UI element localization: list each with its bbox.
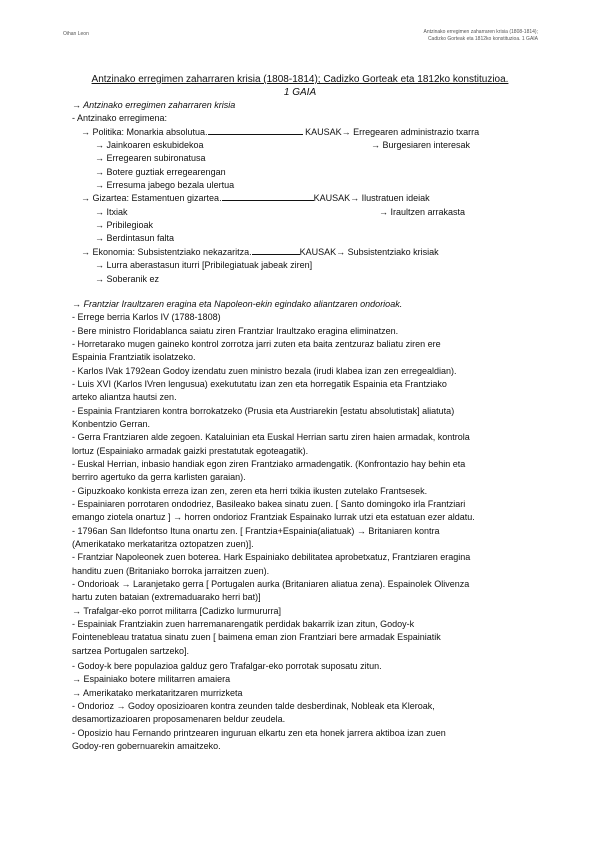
body-line: - Gipuzkoako konkista erreza izan zen, zeren eta herri txikia ikusten zutelako Frantsesek. [72, 486, 428, 496]
header-author: Oihan Leon [63, 31, 89, 37]
header-right-line1: Antzinako erregimen zaharraren krisia (1808-1814); [423, 29, 538, 35]
body-line: Godoy-ren gobernuarekin amaitzeko. [72, 741, 221, 751]
body-line: - Luis XVI (Karlos IVren lengusua) exekututatu izan zen eta horregatik Espainia eta Frantziako [72, 379, 447, 389]
politika-kausak: KAUSAK→ Erregearen administrazio txarra [305, 127, 480, 137]
body-line: Espainia Frantziatik isolatzeko. [72, 352, 196, 362]
fill-blank [252, 246, 300, 255]
body-line: Konbentzio Gerran. [72, 419, 151, 429]
fill-blank [208, 126, 303, 135]
soberanik-item: → Soberanik ez [95, 274, 160, 284]
body-line: handitu zuen (Britaniako borroka jarraitzen zuen). [72, 566, 270, 576]
body-line: - Bere ministro Floridablanca saiatu ziren Frantziar Iraultzako eragina eliminatzen. [72, 326, 399, 336]
body-line: - Frantziar Napoleonek zuen boterea. Hark Espainiako debilitatea aprobetxatuz, Frantziaren eragina [72, 552, 471, 562]
body-line: sartzea Portugalen sartzeko]. [72, 646, 190, 656]
header-course-info [423, 29, 538, 43]
document-title: Antzinako erregimen zaharraren krisia (1808-1814); Cadizko Gorteak eta 1812ko konstituzioa. [91, 74, 509, 85]
body-line: hartu zuten bataian (extremaduarako herri bat)] [72, 592, 261, 602]
ekonomia-line [81, 246, 439, 258]
body-line: - Horretarako mugen gaineko kontrol zorrotza jarri zuten eta baita zentzuraz baliatu ziren ere [72, 339, 441, 349]
iraultza-item: → Iraultzen arrakasta [379, 207, 466, 217]
body-line: - Euskal Herrian, inbasio handiak egon ziren Frantziako armadengatik. (Konfrontazio hay behin eta [72, 459, 466, 469]
lurra-item: → Lurra aberastasun iturri [Pribilegiatuak jabeak ziren] [95, 260, 313, 270]
header-right-line2: Cadizko Gorteak eta 1812ko konstituzioa. 1 GAIA [427, 36, 538, 42]
pribilegio-item: → Pribilegioak [95, 220, 154, 230]
burgesia-item: → Burgesiaren interesak [371, 140, 471, 150]
body-line: arteko aliantza hautsi zen. [72, 392, 177, 402]
jainkoa-item: → Jainkoaren eskubidekoa [95, 140, 204, 150]
section1-intro: - Antzinako erregimena: [72, 113, 168, 123]
body-line: - Espainiaren porrotaren ondodriez, Basileako bakea sinatu zuen. [ Santo domingoko irla Frantziari [72, 499, 466, 509]
fill-blank [222, 192, 314, 201]
body-line: - Oposizio hau Fernando printzearen inguruan elkartu zen eta honek jarrera aktiboa izan zuen [72, 728, 446, 738]
body-line: - 1796an San Ildefontso Ituna onartu zen. [ Frantzia+Espainia(aliatuak) → Britaniaren kontra [72, 526, 440, 536]
itxiak-item: → Itxiak [95, 207, 128, 217]
politika-label: → Politika: Monarkia absolutua. [81, 127, 208, 137]
body-line: lortuz (Espainiako armadak gaizki prestatutak egoteagatik). [72, 446, 309, 456]
berdin-item: → Berdintasun falta [95, 233, 175, 243]
gizartea-label: → Gizartea: Estamentuen gizartea. [81, 193, 222, 203]
body-line: desamortizazioaren proposamenaren beldur zeudela. [72, 714, 286, 724]
politika-line [81, 126, 479, 138]
gizartea-line [81, 192, 430, 204]
ekonomia-label: → Ekonomia: Subsistentziako nekazaritza. [81, 247, 252, 257]
document-subtitle: 1 GAIA [283, 87, 317, 98]
body-line: - Gerra Frantziaren alde zegoen. Kataluinian eta Euskal Herrian sartu ziren haien armadak, kontrola [72, 432, 470, 442]
section2-heading: → Frantziar Iraultzaren eragina eta Napoleon-ekin egindako aliantzaren ondorioak. [72, 299, 403, 309]
body-line: - Godoy-k bere populazioa galduz gero Trafalgar-eko porrotak suposatu zitun. [72, 661, 382, 671]
body-line: berriro agertuko da gerra karlisten garaian). [72, 472, 246, 482]
body-line: - Errege berria Karlos IV (1788-1808) [72, 312, 221, 322]
body-line: - Espainia Frantziaren kontra borrokatzeko (Prusia eta Austriarekin [estatu absolutistak] aliatuta) [72, 406, 455, 416]
subiro-item: → Erregearen subironatusa [95, 153, 206, 163]
botere-item: → Botere guztiak erregearengan [95, 167, 226, 177]
body-line: emango ziotela onartuz ] → horren ondorioz Frantziak Espainako lurrak utzi eta estatuan ezer aldatu. [72, 512, 475, 522]
body-line: → Amerikatako merkataritzaren murrizketa [72, 688, 243, 698]
body-line: - Karlos IVak 1792ean Godoy izendatu zuen ministro bezala (irudi klabea izan zen erregealdian). [72, 366, 457, 376]
ekonomia-kausak: KAUSAK→ Subsistentziako krisiak [299, 247, 439, 257]
body-line: → Trafalgar-eko porrot militarra [Cadizko lurmururra] [72, 606, 282, 616]
body-line: (Amerikatako merkataritza oztopatzen zuen)]. [72, 539, 254, 549]
gizartea-kausak: KAUSAK→ Ilustratuen ideiak [313, 193, 430, 203]
body-line: - Espainiak Frantziakin zuen harremanarengatik perdidak bakarrik izan zitun, Godoy-k [72, 619, 415, 629]
body-line: Fointenebleau tratatua sinatu zuen [ baimena eman zion Frantziari bere armadak Espainiatik [72, 632, 441, 642]
erresuma-item: → Erresuma jabego bezala ulertua [95, 180, 235, 190]
body-line: - Ondorioak → Laranjetako gerra [ Portugalen aurka (Britaniaren aliatua zena). Espainolek Olivenza [72, 579, 470, 589]
section1-heading: → Antzinako erregimen zaharraren krisia [72, 100, 236, 110]
body-line: - Ondorioz → Godoy oposizioaren kontra zeunden talde desberdinak, Nobleak eta Kleroak, [72, 701, 435, 711]
body-line: → Espainiako botere militarren amaiera [72, 674, 231, 684]
